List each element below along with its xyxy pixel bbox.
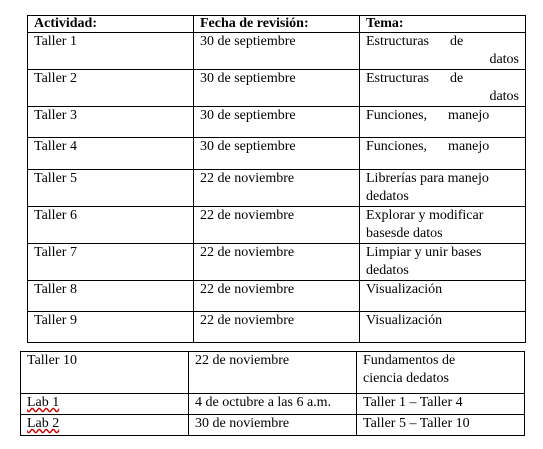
tema-cell: Funciones, manejo — [360, 107, 526, 138]
tema-line-1: Limpiar y unir bases — [366, 245, 482, 260]
lab-1-label: Lab 1 — [27, 395, 60, 410]
fecha-cell: 4 de octubre a las 6 a.m. — [189, 394, 357, 415]
tema-line-2: ciencia dedatos — [363, 371, 449, 386]
actividad-cell: Taller 7 — [28, 244, 194, 281]
tema-cell — [357, 352, 525, 394]
fecha-cell: 22 de noviembre — [194, 207, 360, 244]
tema-cell: Visualización — [360, 281, 526, 312]
fecha-cell: 30 de septiembre — [194, 33, 360, 70]
tema-line-2: datos — [489, 52, 519, 67]
actividad-cell: Taller 2 — [28, 70, 194, 107]
header-tema: Tema: — [360, 16, 526, 33]
tema-cell — [360, 207, 526, 244]
labs-table — [20, 351, 525, 436]
table-row — [28, 107, 526, 138]
table-row — [28, 244, 526, 281]
tema-cell — [360, 33, 526, 70]
fecha-cell: 30 de septiembre — [194, 70, 360, 107]
tema-cell — [360, 244, 526, 281]
actividad-cell — [21, 415, 189, 436]
table-row — [28, 281, 526, 312]
actividad-cell — [21, 394, 189, 415]
tema-cell: Visualización — [360, 312, 526, 343]
table-row — [28, 70, 526, 107]
tema-line-1: Estructuras de — [366, 71, 464, 86]
table-row — [28, 170, 526, 207]
tema-cell — [360, 70, 526, 107]
fecha-cell: 22 de noviembre — [189, 352, 357, 394]
tema-cell — [360, 170, 526, 207]
tema-line-1: Estructuras de — [366, 34, 464, 49]
tema-line-2: dedatos — [366, 263, 409, 278]
table-row — [21, 352, 525, 394]
tema-line-1: Explorar y modificar — [366, 208, 484, 223]
table-row — [28, 33, 526, 70]
header-actividad: Actividad: — [28, 16, 194, 33]
fecha-cell: 22 de noviembre — [194, 244, 360, 281]
fecha-cell: 22 de noviembre — [194, 312, 360, 343]
table-row — [21, 415, 525, 436]
table-row — [28, 312, 526, 343]
table-row — [21, 394, 525, 415]
fecha-cell: 30 de septiembre — [194, 107, 360, 138]
fecha-cell: 22 de noviembre — [194, 170, 360, 207]
table-row — [28, 207, 526, 244]
actividad-cell: Taller 10 — [21, 352, 189, 394]
tema-line-1: Fundamentos de — [363, 353, 456, 368]
actividad-cell: Taller 5 — [28, 170, 194, 207]
tema-line-2: dedatos — [366, 189, 409, 204]
actividad-cell: Taller 6 — [28, 207, 194, 244]
table-header-row — [28, 16, 526, 33]
tema-cell: Funciones, manejo — [360, 138, 526, 170]
tema-line-2: basesde datos — [366, 226, 443, 241]
lab-2-label: Lab 2 — [27, 416, 60, 431]
actividad-cell: Taller 3 — [28, 107, 194, 138]
tema-line-1: Librerías para manejo — [366, 171, 489, 186]
table-row — [28, 138, 526, 170]
fecha-cell: 30 de noviembre — [189, 415, 357, 436]
fecha-cell: 22 de noviembre — [194, 281, 360, 312]
actividad-cell: Taller 4 — [28, 138, 194, 170]
tema-line-2: datos — [489, 89, 519, 104]
tema-cell: Taller 5 – Taller 10 — [357, 415, 525, 436]
actividad-cell: Taller 8 — [28, 281, 194, 312]
tema-cell: Taller 1 – Taller 4 — [357, 394, 525, 415]
review-schedule-table — [27, 15, 526, 343]
header-fecha: Fecha de revisión: — [194, 16, 360, 33]
actividad-cell: Taller 9 — [28, 312, 194, 343]
actividad-cell: Taller 1 — [28, 33, 194, 70]
fecha-cell: 30 de septiembre — [194, 138, 360, 170]
